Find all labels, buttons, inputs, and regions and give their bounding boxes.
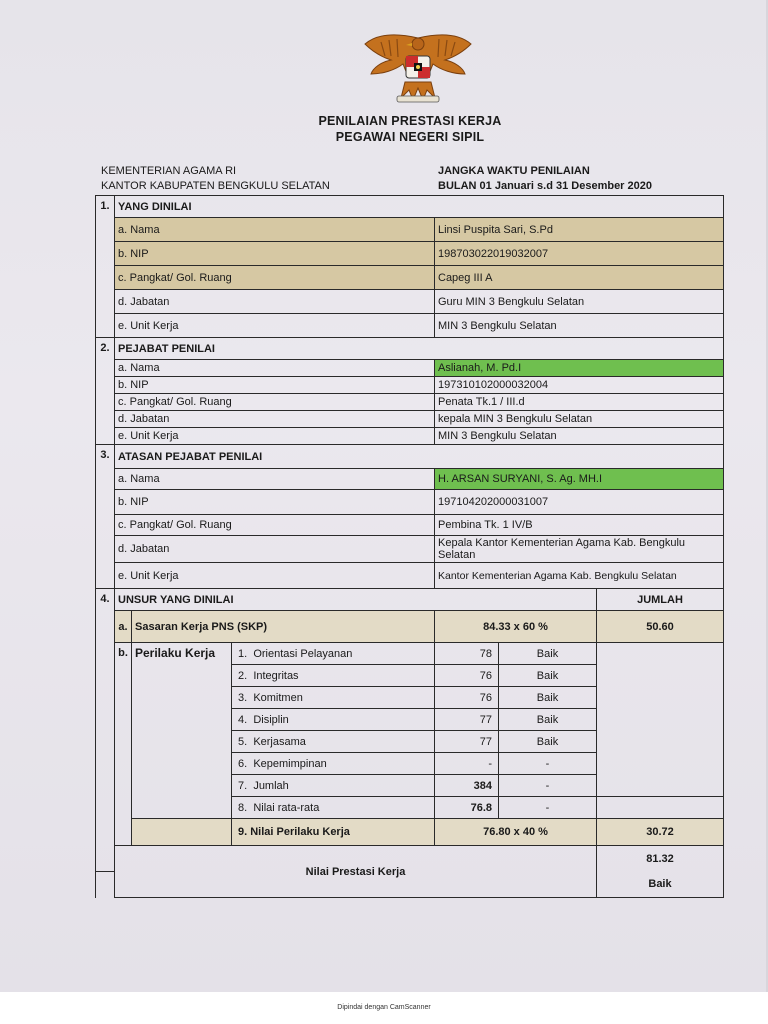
section-3-number: 3. [96,445,115,589]
table-row [96,469,724,490]
field-value: H. ARSAN SURYANI, S. Ag. MH.I [435,469,724,490]
item-number: 6. [238,757,248,770]
item-number: 3. [238,691,248,704]
table-row [96,290,724,314]
item-name: Nilai rata-rata [253,801,320,814]
ministry-name: KEMENTERIAN AGAMA RI [101,165,237,177]
table-row [96,314,724,338]
field-value: Penata Tk.1 / III.d [435,394,724,411]
field-label: a. Nama [115,218,435,242]
section-3-header [96,445,724,469]
jumlah-empty-cell [597,643,724,797]
field-label: d. Jabatan [115,411,435,428]
item-name: Kepemimpinan [253,757,327,770]
behavior-item [232,687,435,709]
table-row [96,643,724,665]
table-row [96,411,724,428]
item-number: 1. [238,647,248,660]
perilaku-label: Perilaku Kerja [132,643,232,819]
section-2-title: PEJABAT PENILAI [115,338,724,360]
field-label: c. Pangkat/ Gol. Ruang [115,394,435,411]
item-name: Disiplin [253,713,289,726]
item-number: 7. [238,779,248,792]
item-name: Jumlah [253,779,289,792]
field-label: e. Unit Kerja [115,563,435,589]
section-1-header [96,196,724,218]
item-grade: Baik [499,643,597,665]
field-label: d. Jabatan [115,536,435,563]
garuda-emblem-icon [361,30,475,106]
table-row [96,515,724,536]
item-name: Komitmen [253,691,303,704]
item-grade: Baik [499,731,597,753]
behavior-item [232,753,435,775]
period-value: BULAN 01 Januari s.d 31 Desember 2020 [438,180,652,192]
final-grade: Baik [597,872,724,898]
field-label: e. Unit Kerja [115,314,435,338]
scanner-watermark: Dipindai dengan CamScanner [337,1004,431,1011]
jumlah-header: JUMLAH [597,589,724,611]
table-row [96,394,724,411]
behavior-item [232,775,435,797]
field-value: 198703022019032007 [435,242,724,266]
field-label: b. NIP [115,377,435,394]
section-4-header [96,589,724,611]
item-grade: Baik [499,665,597,687]
behavior-item [232,731,435,753]
field-label: e. Unit Kerja [115,428,435,445]
item-name: Integritas [253,669,299,682]
field-value: Guru MIN 3 Bengkulu Selatan [435,290,724,314]
table-row [96,218,724,242]
period-label: JANGKA WAKTU PENILAIAN [438,165,590,177]
table-row [96,563,724,589]
field-value: kepala MIN 3 Bengkulu Selatan [435,411,724,428]
table-row [96,536,724,563]
field-value: Kantor Kementerian Agama Kab. Bengkulu Selatan [435,563,724,589]
final-score-row [96,846,724,872]
field-label: a. Nama [115,360,435,377]
table-row [96,266,724,290]
field-value: MIN 3 Bengkulu Selatan [435,314,724,338]
item-grade: - [499,797,597,819]
item-number: 5. [238,735,248,748]
behavior-item [232,797,435,819]
item-score: 77 [435,709,499,731]
field-value: 197310102000032004 [435,377,724,394]
document-title: PENILAIAN PRESTASI KERJA [318,114,502,128]
item-score: 76 [435,665,499,687]
item-score: 76.8 [435,797,499,819]
item-score: 77 [435,731,499,753]
item-score: - [435,753,499,775]
skp-label: Sasaran Kerja PNS (SKP) [132,611,435,643]
assessment-table [95,195,724,898]
item-score: 384 [435,775,499,797]
section-3-title: ATASAN PEJABAT PENILAI [115,445,724,469]
item-grade: - [499,753,597,775]
table-row [96,377,724,394]
behavior-item [232,665,435,687]
nilai-perilaku-label: 9. Nilai Perilaku Kerja [232,819,435,846]
nilai-perilaku-formula: 76.80 x 40 % [435,819,597,846]
behavior-item [232,643,435,665]
section-4-title: UNSUR YANG DINILAI [115,589,597,611]
blank-cell [96,872,115,898]
section-2-header [96,338,724,360]
empty-cell [132,819,232,846]
table-row [96,490,724,515]
nilai-perilaku-jumlah: 30.72 [597,819,724,846]
skp-jumlah: 50.60 [597,611,724,643]
field-value: Kepala Kantor Kementerian Agama Kab. Bengkulu Selatan [435,536,724,563]
item-grade: Baik [499,709,597,731]
skp-letter: a. [115,611,132,643]
skp-row [96,611,724,643]
field-label: c. Pangkat/ Gol. Ruang [115,266,435,290]
item-number: 8. [238,801,248,814]
field-value: Pembina Tk. 1 IV/B [435,515,724,536]
field-value: Aslianah, M. Pd.I [435,360,724,377]
field-value: 197104202000031007 [435,490,724,515]
item-score: 78 [435,643,499,665]
item-name: Kerjasama [253,735,306,748]
table-row [96,242,724,266]
field-value: MIN 3 Bengkulu Selatan [435,428,724,445]
item-score: 76 [435,687,499,709]
office-name: KANTOR KABUPATEN BENGKULU SELATAN [101,180,330,192]
field-label: c. Pangkat/ Gol. Ruang [115,515,435,536]
jumlah-empty-cell [597,797,724,819]
table-row [96,360,724,377]
field-value: Capeg III A [435,266,724,290]
table-row [96,428,724,445]
item-name: Orientasi Pelayanan [253,647,353,660]
section-1-title: YANG DINILAI [115,196,724,218]
final-score-value: 81.32 [597,846,724,872]
document-subtitle: PEGAWAI NEGERI SIPIL [335,130,485,144]
nilai-perilaku-row [96,819,724,846]
item-number: 4. [238,713,248,726]
field-label: a. Nama [115,469,435,490]
section-1-number: 1. [96,196,115,338]
field-label: b. NIP [115,490,435,515]
field-label: d. Jabatan [115,290,435,314]
field-label: b. NIP [115,242,435,266]
skp-formula: 84.33 x 60 % [435,611,597,643]
section-4-number: 4. [96,589,115,872]
item-number: 2. [238,669,248,682]
section-2-number: 2. [96,338,115,445]
perilaku-letter: b. [115,643,132,846]
final-score-label: Nilai Prestasi Kerja [115,846,597,898]
field-value: Linsi Puspita Sari, S.Pd [435,218,724,242]
item-grade: - [499,775,597,797]
behavior-item [232,709,435,731]
item-grade: Baik [499,687,597,709]
